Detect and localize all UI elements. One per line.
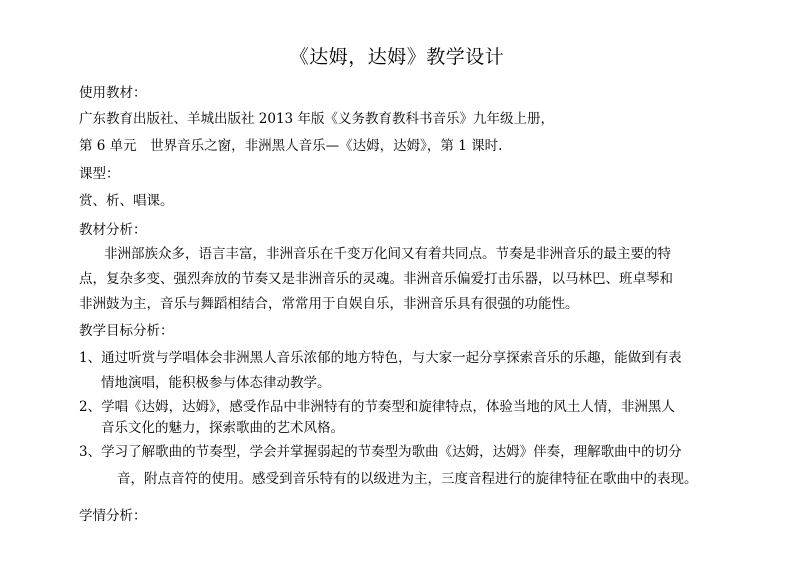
material-line-1: 广东教育出版社、羊城出版社 2013 年版《义务教育教科书音乐》九年级上册， [79,111,554,127]
goal-2-line-2: 音乐文化的魅力，探索歌曲的艺术风格。 [101,420,344,436]
material-line-2: 第 6 单元 世界音乐之窗，非洲黑人音乐—《达姆，达姆》，第 1 课时. [79,138,503,154]
analysis-line-2: 点，复杂多变、强烈奔放的节奏又是非洲音乐的灵魂。非洲音乐偏爱打击乐器，以马林巴、班卓琴和 [79,271,673,287]
goal-2-line-1: 2、学唱《达姆，达姆》，感受作品中非洲特有的节奏型和旋律特点，体验当地的风土人情，非洲黑人 [79,399,675,415]
analysis-line-3: 非洲鼓为主，音乐与舞蹈相结合，常常用于自娱自乐，非洲音乐具有很强的功能性。 [79,296,579,312]
analysis-line-1: 非洲部族众多，语言丰富，非洲音乐在千变万化间又有着共同点。节奏是非洲音乐的最主要的特 [104,246,671,262]
goal-3-line-1: 3、学习了解歌曲的节奏型，学会并掌握弱起的节奏型为歌曲《达姆，达姆》伴奏，理解歌曲中的切分 [79,444,682,460]
goal-1-line-2: 情地演唱，能积极参与体态律动教学。 [101,375,331,391]
goals-heading: 教学目标分析： [79,323,174,339]
material-heading: 使用教材： [79,85,147,101]
document-title: 《达姆，达姆》教学设计 [289,46,505,68]
lesson-type-heading: 课型： [79,166,120,182]
goal-3-line-2: 音，附点音符的使用。感受到音乐特有的以级进为主，三度音程进行的旋律特征在歌曲中的表现。 [117,471,698,487]
goal-1-line-1: 1、通过听赏与学唱体会非洲黑人音乐浓郁的地方特色，与大家一起分享探索音乐的乐趣，能做到有表 [79,350,682,366]
lesson-type-value: 赏、析、唱课。 [79,193,174,209]
analysis-heading: 教材分析： [79,222,147,238]
learner-heading: 学情分析： [79,508,147,524]
